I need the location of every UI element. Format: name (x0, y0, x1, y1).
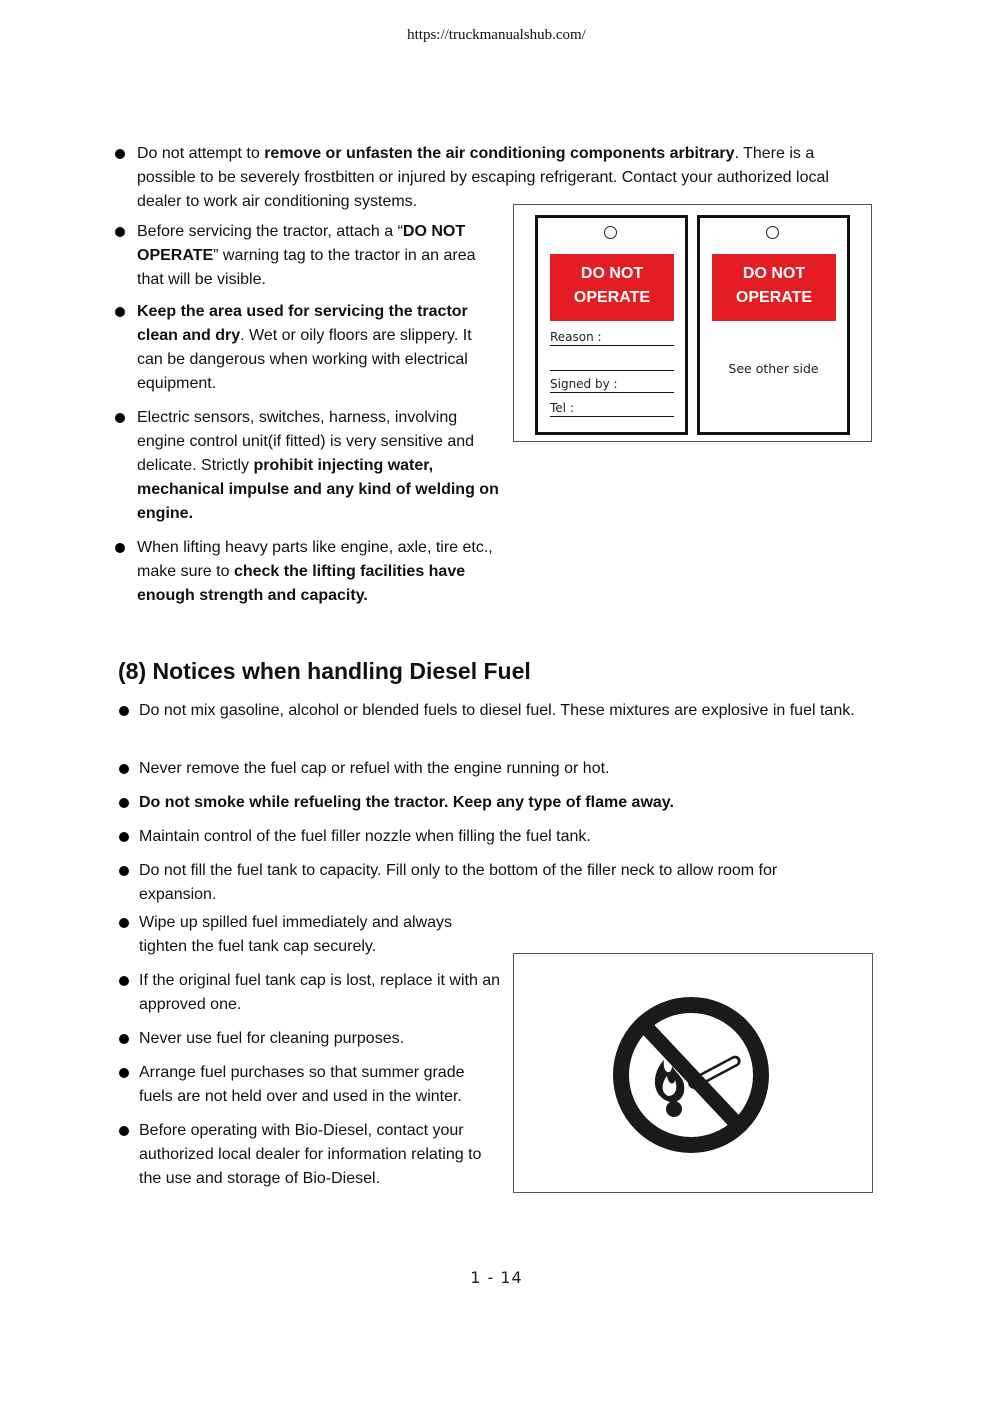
item-text (137, 220, 499, 292)
list-item (139, 1061, 501, 1109)
no-flame-figure (513, 953, 873, 1193)
text-run: Do not fill the fuel tank to capacity. Fill only to the bottom of the filler neck to allow room for expansion. (139, 862, 778, 903)
tag-signed-field: Signed by : (550, 376, 674, 393)
bullet-icon (119, 1126, 129, 1136)
list-item (137, 220, 499, 292)
item-text (139, 1119, 501, 1191)
tag-banner-line: DO NOT (580, 265, 644, 282)
warning-tag-front (535, 215, 688, 435)
text-run: If the original fuel tank cap is lost, replace it with an approved one. (139, 972, 501, 1013)
text-run: Wipe up spilled fuel immediately and always tighten the fuel tank cap securely. (139, 914, 453, 955)
item-text (137, 536, 499, 608)
section-title: (8) Notices when handling Diesel Fuel (118, 658, 531, 684)
bullet-icon (115, 149, 125, 159)
bullet-icon (119, 866, 129, 876)
item-text (139, 757, 859, 781)
bullet-icon (119, 764, 129, 774)
page-number: 1 - 14 (470, 1268, 523, 1287)
item-text (137, 300, 499, 396)
bold-text: prohibit injecting water, mechanical impulse and any kind of welding on engine. (137, 457, 499, 522)
bullet-icon (119, 706, 129, 716)
bullet-icon (115, 307, 125, 317)
list-item (139, 1119, 501, 1191)
tag-blank-line (550, 354, 674, 371)
no-open-flame-icon (612, 996, 770, 1154)
text-run: Do not attempt to (137, 145, 265, 162)
item-text (139, 1061, 501, 1109)
tag-tel-field: Tel : (550, 400, 674, 417)
text-run: Never remove the fuel cap or refuel with the engine running or hot. (139, 760, 610, 777)
header-url: https://truckmanualshub.com/ (407, 27, 586, 43)
tag-note: See other side (728, 361, 819, 376)
item-text (139, 825, 859, 849)
bullet-icon (119, 918, 129, 928)
text-run: Before operating with Bio-Diesel, contact your authorized local dealer for information relating to the use and storage of Bio-Diesel. (139, 1122, 482, 1187)
bullet-icon (119, 798, 129, 808)
warning-tag-back (697, 215, 850, 435)
tag-banner-line: DO NOT (742, 265, 806, 282)
bullet-icon (115, 413, 125, 423)
list-item (137, 300, 499, 396)
text-run: . Wet or oily floors are slippery. It can be dangerous when working with electrical equipment. (137, 327, 472, 392)
text-run: When lifting heavy parts like engine, axle, tire etc., make sure to (137, 539, 493, 580)
text-run: ” warning tag to the tractor in an area that will be visible. (137, 247, 476, 288)
list-item (139, 699, 859, 723)
bold-text: Do not smoke while refueling the tractor. Keep any type of flame away. (139, 794, 674, 811)
tag-reason-field: Reason : (550, 329, 674, 346)
list-item (139, 1027, 501, 1051)
text-run: Electric sensors, switches, harness, involving engine control unit(if fitted) is very sensitive and delicate. Strictly (137, 409, 475, 474)
text-run: . There is a possible to be severely frostbitten or injured by escaping refrigerant. Contact your authorized local dealer to work air conditioning systems. (137, 145, 829, 210)
tag-red-banner (712, 254, 836, 321)
warning-tag-figure (513, 204, 872, 442)
bullet-icon (119, 1034, 129, 1044)
text-run: Before servicing the tractor, attach a “ (137, 223, 403, 240)
item-text (139, 699, 859, 723)
bold-text: Keep the area used for servicing the tractor clean and dry (137, 303, 468, 344)
list-item (139, 825, 859, 849)
list-item (139, 859, 859, 907)
bold-text: DO NOT OPERATE (137, 223, 466, 264)
item-text (139, 1027, 501, 1051)
list-item (139, 757, 859, 781)
bullet-icon (119, 832, 129, 842)
list-item (139, 969, 501, 1017)
item-text (137, 406, 499, 526)
text-run: Do not mix gasoline, alcohol or blended fuels to diesel fuel. These mixtures are explosive in fuel tank. (139, 702, 855, 719)
text-run: Maintain control of the fuel filler nozzle when filling the fuel tank. (139, 828, 591, 845)
tag-hole-icon (766, 226, 779, 239)
list-item (139, 791, 859, 815)
text-run: Arrange fuel purchases so that summer grade fuels are not held over and used in the winter. (139, 1064, 465, 1105)
tag-red-banner (550, 254, 674, 321)
bullet-icon (115, 227, 125, 237)
tag-hole-icon (604, 226, 617, 239)
tag-banner-line: OPERATE (573, 289, 651, 306)
bullet-icon (119, 976, 129, 986)
item-text (139, 859, 859, 907)
item-text (139, 791, 859, 815)
list-item (137, 406, 499, 526)
item-text (139, 969, 501, 1017)
bold-text: check the lifting facilities have enough strength and capacity. (137, 563, 466, 604)
bullet-icon (115, 543, 125, 553)
list-item (137, 536, 499, 608)
item-text (139, 911, 501, 959)
list-item (139, 911, 501, 959)
tag-banner-line: OPERATE (735, 289, 813, 306)
bold-text: remove or unfasten the air conditioning components arbitrary (264, 145, 735, 162)
bullet-icon (119, 1068, 129, 1078)
text-run: Never use fuel for cleaning purposes. (139, 1030, 405, 1047)
